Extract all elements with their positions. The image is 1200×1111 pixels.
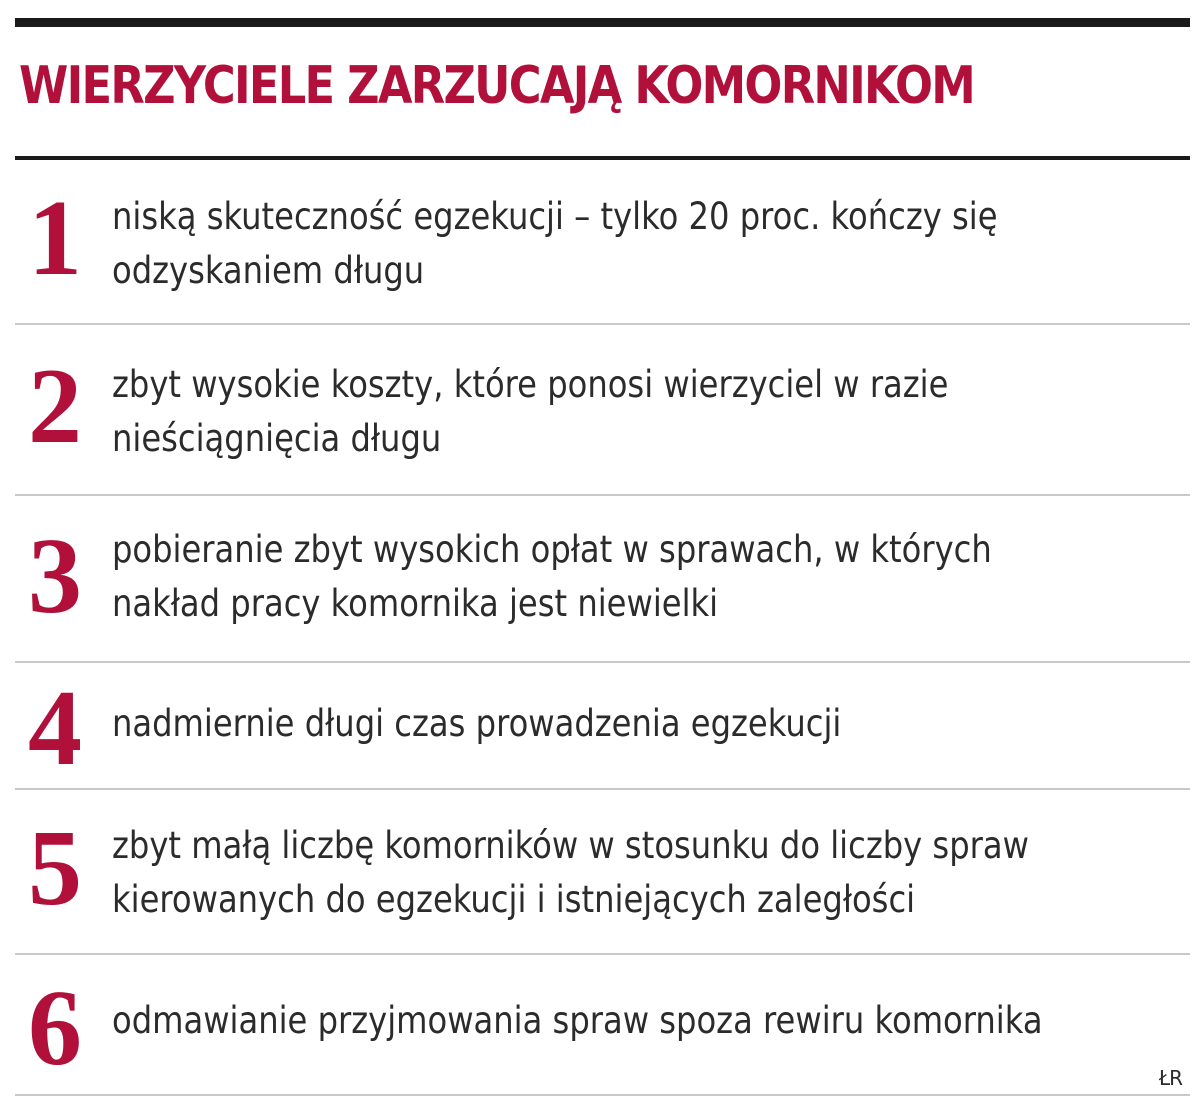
top-rule (15, 18, 1190, 27)
item-text-line: niską skuteczność egzekucji – tylko 20 proc. kończy się (112, 195, 998, 238)
item-number: 5 (28, 809, 82, 928)
item-text (112, 523, 992, 631)
item-separator (15, 494, 1190, 496)
item-text (112, 697, 841, 751)
title-rule (15, 156, 1190, 160)
item-number: 4 (28, 669, 82, 788)
item-separator (15, 323, 1190, 325)
infobox-title: WIERZYCIELE ZARZUCAJĄ KOMORNIKOM (19, 56, 975, 116)
item-number: 3 (28, 517, 82, 636)
item-text-line: zbyt małą liczbę komorników w stosunku do liczby spraw (112, 824, 1029, 867)
item-number: 2 (28, 347, 82, 466)
item-separator (15, 788, 1190, 790)
item-number: 1 (28, 179, 82, 298)
item-text-line: nieściągnięcia długu (112, 417, 442, 460)
item-separator (15, 953, 1190, 955)
item-text-line: pobieranie zbyt wysokich opłat w sprawach, w których (112, 528, 992, 571)
item-text-line: zbyt wysokie koszty, które ponosi wierzyciel w razie (112, 363, 949, 406)
item-text-line: odmawianie przyjmowania spraw spoza rewiru komornika (112, 999, 1043, 1042)
item-text-line: nadmiernie długi czas prowadzenia egzekucji (112, 702, 842, 745)
item-text-line: nakład pracy komornika jest niewielki (112, 582, 719, 625)
item-text (112, 190, 998, 298)
bottom-rule (15, 1094, 1190, 1096)
item-number: 6 (28, 969, 82, 1088)
author-credit: ŁR (1158, 1066, 1182, 1090)
item-text-line: odzyskaniem długu (112, 249, 425, 292)
item-text (112, 819, 1029, 927)
infobox (15, 0, 1190, 1111)
item-separator (15, 661, 1190, 663)
item-text-line: kierowanych do egzekucji i istniejących zaległości (112, 878, 916, 921)
item-text (112, 358, 948, 466)
item-text (112, 994, 1043, 1048)
